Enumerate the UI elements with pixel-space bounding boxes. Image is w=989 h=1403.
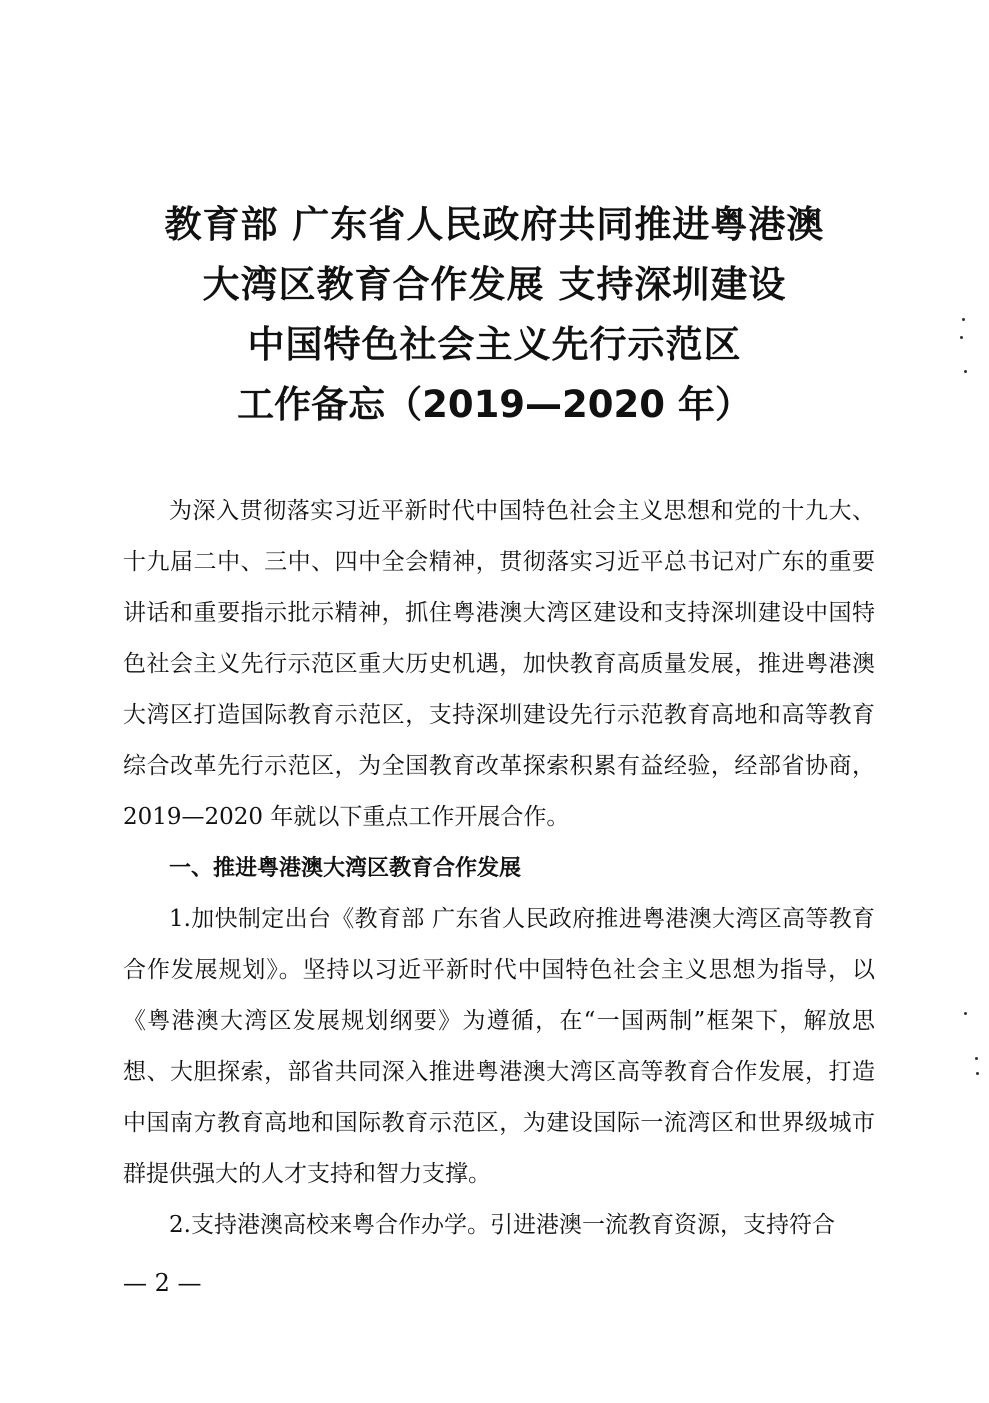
scan-mark [962,318,965,321]
page-number: — 2 — [123,1269,202,1297]
title-line-2: 大湾区教育合作发展 支持深圳建设 [202,263,787,306]
scan-mark [964,370,967,373]
section-heading: 一、推进粤港澳大湾区教育合作发展 [169,856,522,881]
scan-mark [976,1072,979,1075]
document-body [123,486,875,1251]
intro-paragraph: 为深入贯彻落实习近平新时代中国特色社会主义思想和党的十九大、十九届二中、三中、四中全会精神，贯彻落实习近平总书记对广东的重要讲话和重要指示批示精神，抓住粤港澳大湾区建设和支持深圳建设中国特色社会主义先行示范区重大历史机遇，加快教育高质量发展，推进粤港澳大湾区打造国际教育示范区，支持深圳建设先行示范教育高地和高等教育综合改革先行示范区，为全国教育改革探索积累有益经验，经部省协商，2019—2020 年就以下重点工作开展合作。 [123,498,875,830]
scan-mark [964,1012,967,1015]
scan-mark [975,1057,978,1060]
document-title [0,195,989,435]
title-line-4: 工作备忘（2019—2020 年） [237,383,752,426]
scan-mark [960,336,963,339]
title-line-1: 教育部 广东省人民政府共同推进粤港澳 [164,203,825,246]
item-1-paragraph: 1.加快制定出台《教育部 广东省人民政府推进粤港澳大湾区高等教育合作发展规划》。坚持以习近平新时代中国特色社会主义思想为指导，以《粤港澳大湾区发展规划纲要》为遵循，在“一国两制”框架下，解放思想、大胆探索，部省共同深入推进粤港澳大湾区高等教育合作发展，打造中国南方教育高地和国际教育示范区，为建设国际一流湾区和世界级城市群提供强大的人才支持和智力支撑。 [123,906,875,1187]
title-line-3: 中国特色社会主义先行示范区 [247,323,742,366]
item-2-paragraph: 2.支持港澳高校来粤合作办学。引进港澳一流教育资源，支持符合 [169,1212,835,1238]
